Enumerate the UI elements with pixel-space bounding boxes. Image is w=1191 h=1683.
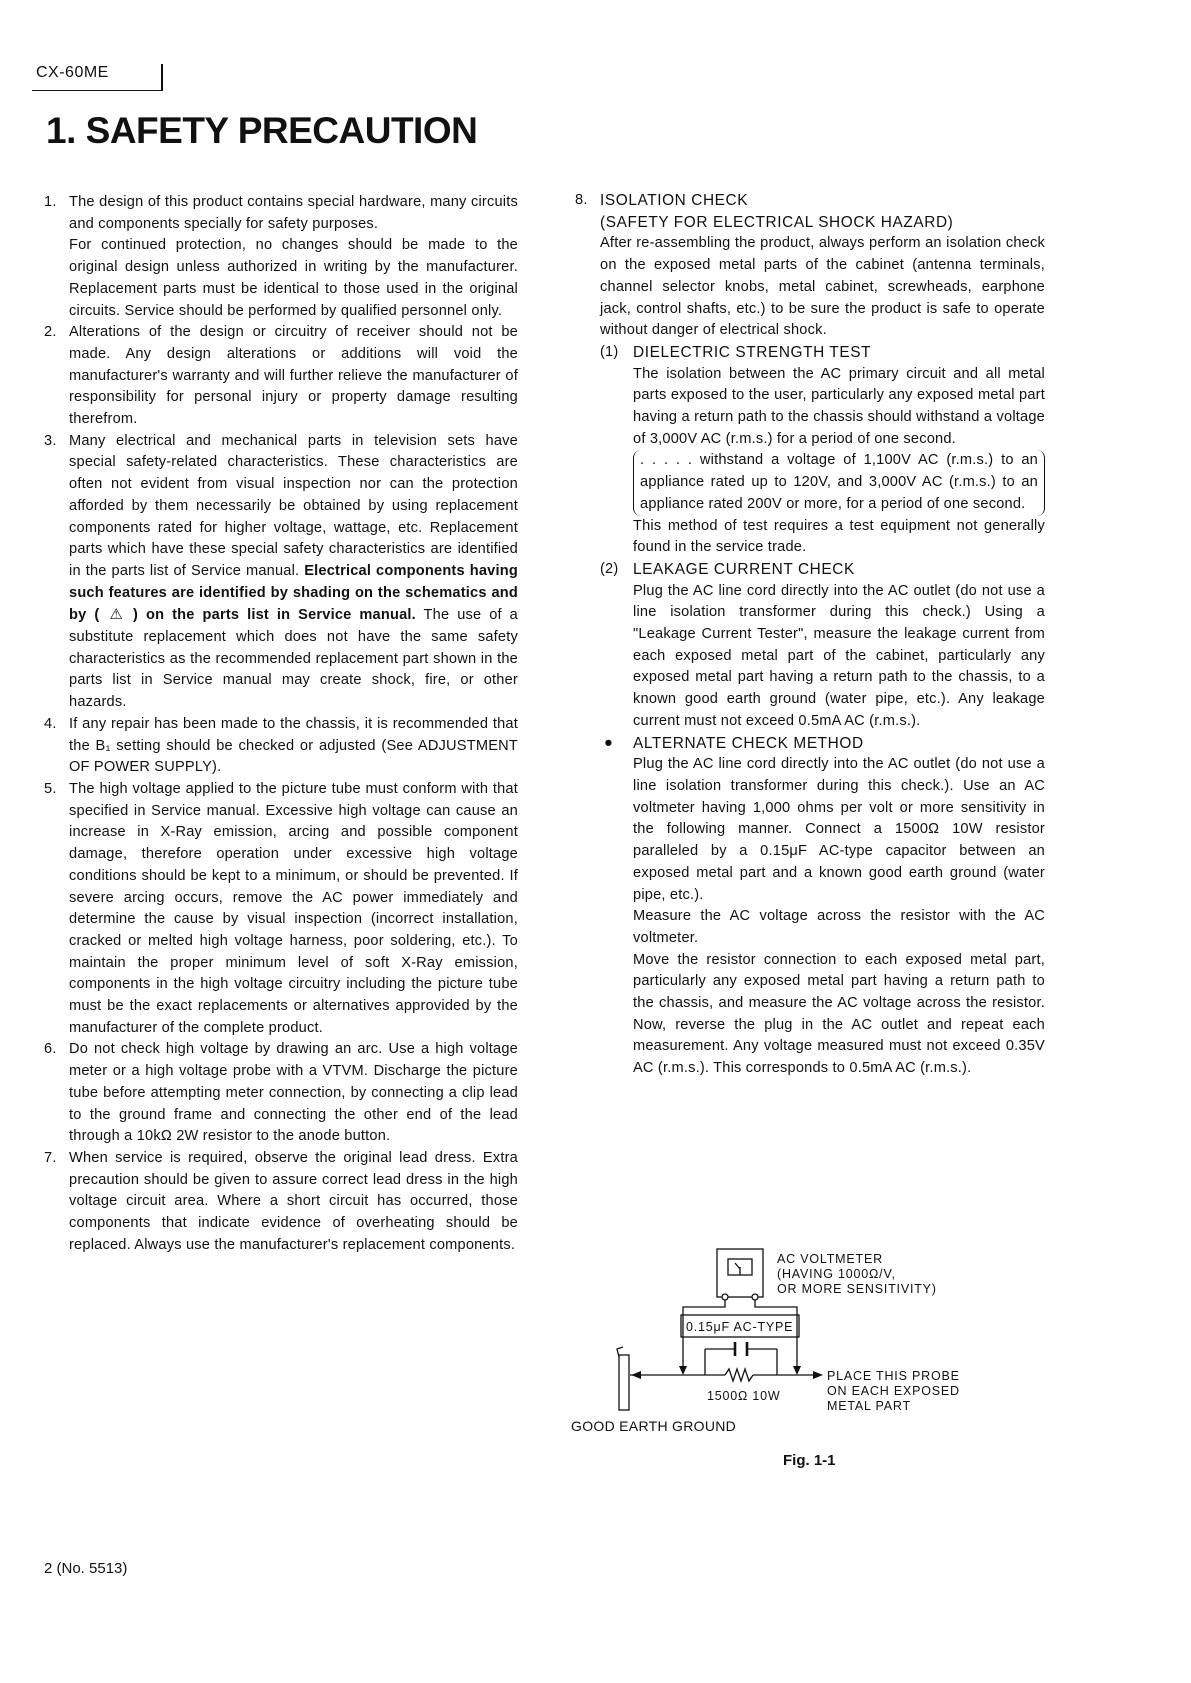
item-number: 7. (44, 1149, 57, 1166)
probe-label: METAL PART (827, 1399, 911, 1413)
precaution-item-6 (44, 1039, 518, 1148)
precaution-item-1 (44, 192, 518, 322)
voltmeter-label: AC VOLTMETER (777, 1252, 883, 1266)
bracket-note: . . . . . withstand a voltage of 1,100V AC (r.m.s.) to an appliance rated up to 120V, and 3,000V AC (r.m.s.) to an appliance rated 200V or more, for a period of one second. (633, 450, 1045, 515)
probe-label: ON EACH EXPOSED (827, 1384, 960, 1398)
header-rule-vertical (161, 64, 163, 91)
precaution-item-5 (44, 779, 518, 1039)
item-number: 6. (44, 1041, 57, 1058)
meter-needle-icon (735, 1263, 740, 1275)
item-text: When service is required, observe the original lead dress. Extra precaution should be given to assure correct lead dress in the high voltage circuit area. Where a short circuit has occurred, those components that indicate evidence of overheating should be replaced. Always use the manufacturer's replacement components. (69, 1149, 518, 1253)
item-number: 8. (575, 192, 588, 208)
item-text: If any repair has been made to the chassis, it is recommended that the B₁ setting should be checked or adjusted (See ADJUSTMENT OF POWER SUPPLY). (69, 715, 518, 776)
voltmeter-label: (HAVING 1000Ω/V, (777, 1267, 896, 1281)
arrow-left-icon (631, 1371, 641, 1379)
earth-ground-plate (619, 1355, 629, 1410)
sub-text: Plug the AC line cord directly into the AC outlet (do not use a line isolation transformer during this check.). Use an AC voltmeter having 1,000 ohms per volt or more sensitivity in the following manner. Connect a 1500Ω 10W resistor paralleled by a 0.15μF AC-type capacitor between an exposed metal part and a known good earth ground (water pipe, etc.). (633, 756, 1045, 903)
sub-text: Plug the AC line cord directly into the AC outlet (do not use a line isolation transformer during this check.) Using a "Leakage Current Tester", measure the leakage current from each exposed metal part of the cabinet, particularly any exposed metal part having a return path to the chassis, to a known good earth ground (water pipe, etc.). Any leakage current must not exceed 0.5mA AC (r.m.s.). (633, 582, 1045, 729)
item-text-bold: ) on the parts list in Service manual. (133, 607, 416, 624)
page-number: 2 (No. 5513) (44, 1560, 128, 1577)
item-number: 3. (44, 432, 57, 449)
arrow-icon (793, 1366, 801, 1375)
resistor-symbol (725, 1369, 753, 1381)
item-text-bold: Electrical components having such features are identified by shading on the schematics and by ( (69, 562, 518, 624)
precaution-item-3 (44, 431, 518, 714)
item-text: Alterations of the design or circuitry of receiver should not be made. Any design alterations or additions will void the manufacturer's warranty and will further relieve the manufacturer of responsibility for personal injury or property damage resulting therefrom. (69, 324, 518, 428)
figure-caption: Fig. 1-1 (783, 1452, 836, 1469)
item-number: 4. (44, 715, 57, 732)
arrow-icon (679, 1366, 687, 1375)
bullet-icon: ● (604, 734, 614, 751)
warning-triangle-icon: ⚠ (109, 606, 124, 624)
probe-label: PLACE THIS PROBE (827, 1369, 960, 1383)
precaution-item-7 (44, 1148, 518, 1257)
item-text: The high voltage applied to the picture tube must conform with that specified in Service manual. Excessive high voltage can cause an increase in X-Ray emission, arcing and possible component damage, therefore operation under excessive high voltage conditions should be kept to a minimum, or should be prevented. If severe arcing occurs, remove the AC power immediately and determine the cause by visual inspection (incorrect installation, cracked or melted high voltage harness, poor soldering, etc.). To maintain the proper minimum level of soft X-Ray emission, components in the high voltage circuitry including the picture tube must be the exact replacements or alternatives approvided by the manufacturer of the complete product. (69, 780, 518, 1036)
probe-arrow-icon (813, 1371, 823, 1379)
model-number: CX-60ME (36, 64, 109, 81)
capacitor-symbol (735, 1342, 747, 1356)
section-subheading: (SAFETY FOR ELECTRICAL SHOCK HAZARD) (600, 213, 954, 231)
precaution-item-8 (575, 190, 1045, 1080)
item-text: For continued protection, no changes should be made to the original design unless authorized in writing by the manufacturer. Replacement parts must be identical to those used in the original circuits. Service should be performed by qualified personnel only. (69, 237, 518, 319)
sub-number: (2) (600, 560, 619, 577)
precaution-item-2 (44, 322, 518, 431)
leakage-current-check (600, 559, 1045, 733)
left-column (44, 192, 518, 1256)
ground-label: GOOD EARTH GROUND (571, 1418, 737, 1434)
item-number: 2. (44, 324, 57, 341)
capacitor-label: 0.15μF AC-TYPE (686, 1320, 794, 1334)
sub-heading: DIELECTRIC STRENGTH TEST (633, 343, 872, 361)
sub-text: The isolation between the AC primary circuit and all metal parts exposed to the user, particularly any exposed metal part having a return path to the chassis should withstand a voltage of 3,000V AC (r.m.s.) for a period of one second. (633, 365, 1045, 447)
right-column (575, 190, 1045, 1080)
item-number: 1. (44, 194, 57, 210)
section-heading: ISOLATION CHECK (600, 192, 749, 209)
section-intro: After re-assembling the product, always perform an isolation check on the exposed metal parts of the cabinet (antenna terminals, channel selector knobs, metal cabinet, screwheads, earphone jack, control shafts, etc.) to be sure the product is safe to operate without danger of electrical shock. (600, 235, 1045, 339)
sub-heading: ALTERNATE CHECK METHOD (633, 734, 864, 752)
sub-text: Move the resistor connection to each exposed metal part, particularly any exposed metal part having a return path to the chassis, and measure the AC voltage across the resistor. Now, reverse the plug in the AC outlet and repeat each measurement. Any voltage measured must not exceed 0.35V AC (r.m.s.). This corresponds to 0.5mA AC (r.m.s.). (633, 951, 1045, 1077)
test-circuit-diagram (565, 1245, 1085, 1445)
item-text: The use of a substitute replacement which does not have the same safety characteristics as the recommended replacement part shown in the parts list in Service manual may create shock, fire, or other hazards. (69, 607, 518, 711)
item-text: The design of this product contains special hardware, many circuits and components specially for safety purposes. (69, 194, 518, 232)
item-text: Many electrical and mechanical parts in television sets have special safety-related characteristics. These characteristics are often not evident from visual inspection nor can the protection afforded by them necessarily be obtained by using replacement components rated for higher voltage, wattage, etc. Replacement parts which have these special safety characteristics are identified in the parts list of Service manual. (69, 432, 518, 579)
dielectric-test (600, 342, 1045, 559)
page-title: 1. SAFETY PRECAUTION (46, 110, 478, 151)
sub-heading: LEAKAGE CURRENT CHECK (633, 560, 855, 578)
sub-text: Measure the AC voltage across the resistor with the AC voltmeter. (633, 908, 1045, 946)
sub-text: This method of test requires a test equipment not generally found in the service trade. (633, 517, 1045, 556)
precaution-item-4 (44, 714, 518, 779)
voltmeter-label: OR MORE SENSITIVITY) (777, 1282, 937, 1296)
sub-number: (1) (600, 343, 619, 360)
header-rule (32, 90, 162, 91)
resistor-label: 1500Ω 10W (707, 1389, 781, 1403)
alternate-check-method (600, 733, 1045, 1080)
item-number: 5. (44, 780, 57, 797)
item-text: Do not check high voltage by drawing an arc. Use a high voltage meter or a high voltage probe with a VTVM. Discharge the picture tube before attempting meter connection, by connecting a clip lead to the ground frame and connecting the other end of the lead through a 10kΩ 2W resistor to the anode button. (69, 1041, 518, 1145)
